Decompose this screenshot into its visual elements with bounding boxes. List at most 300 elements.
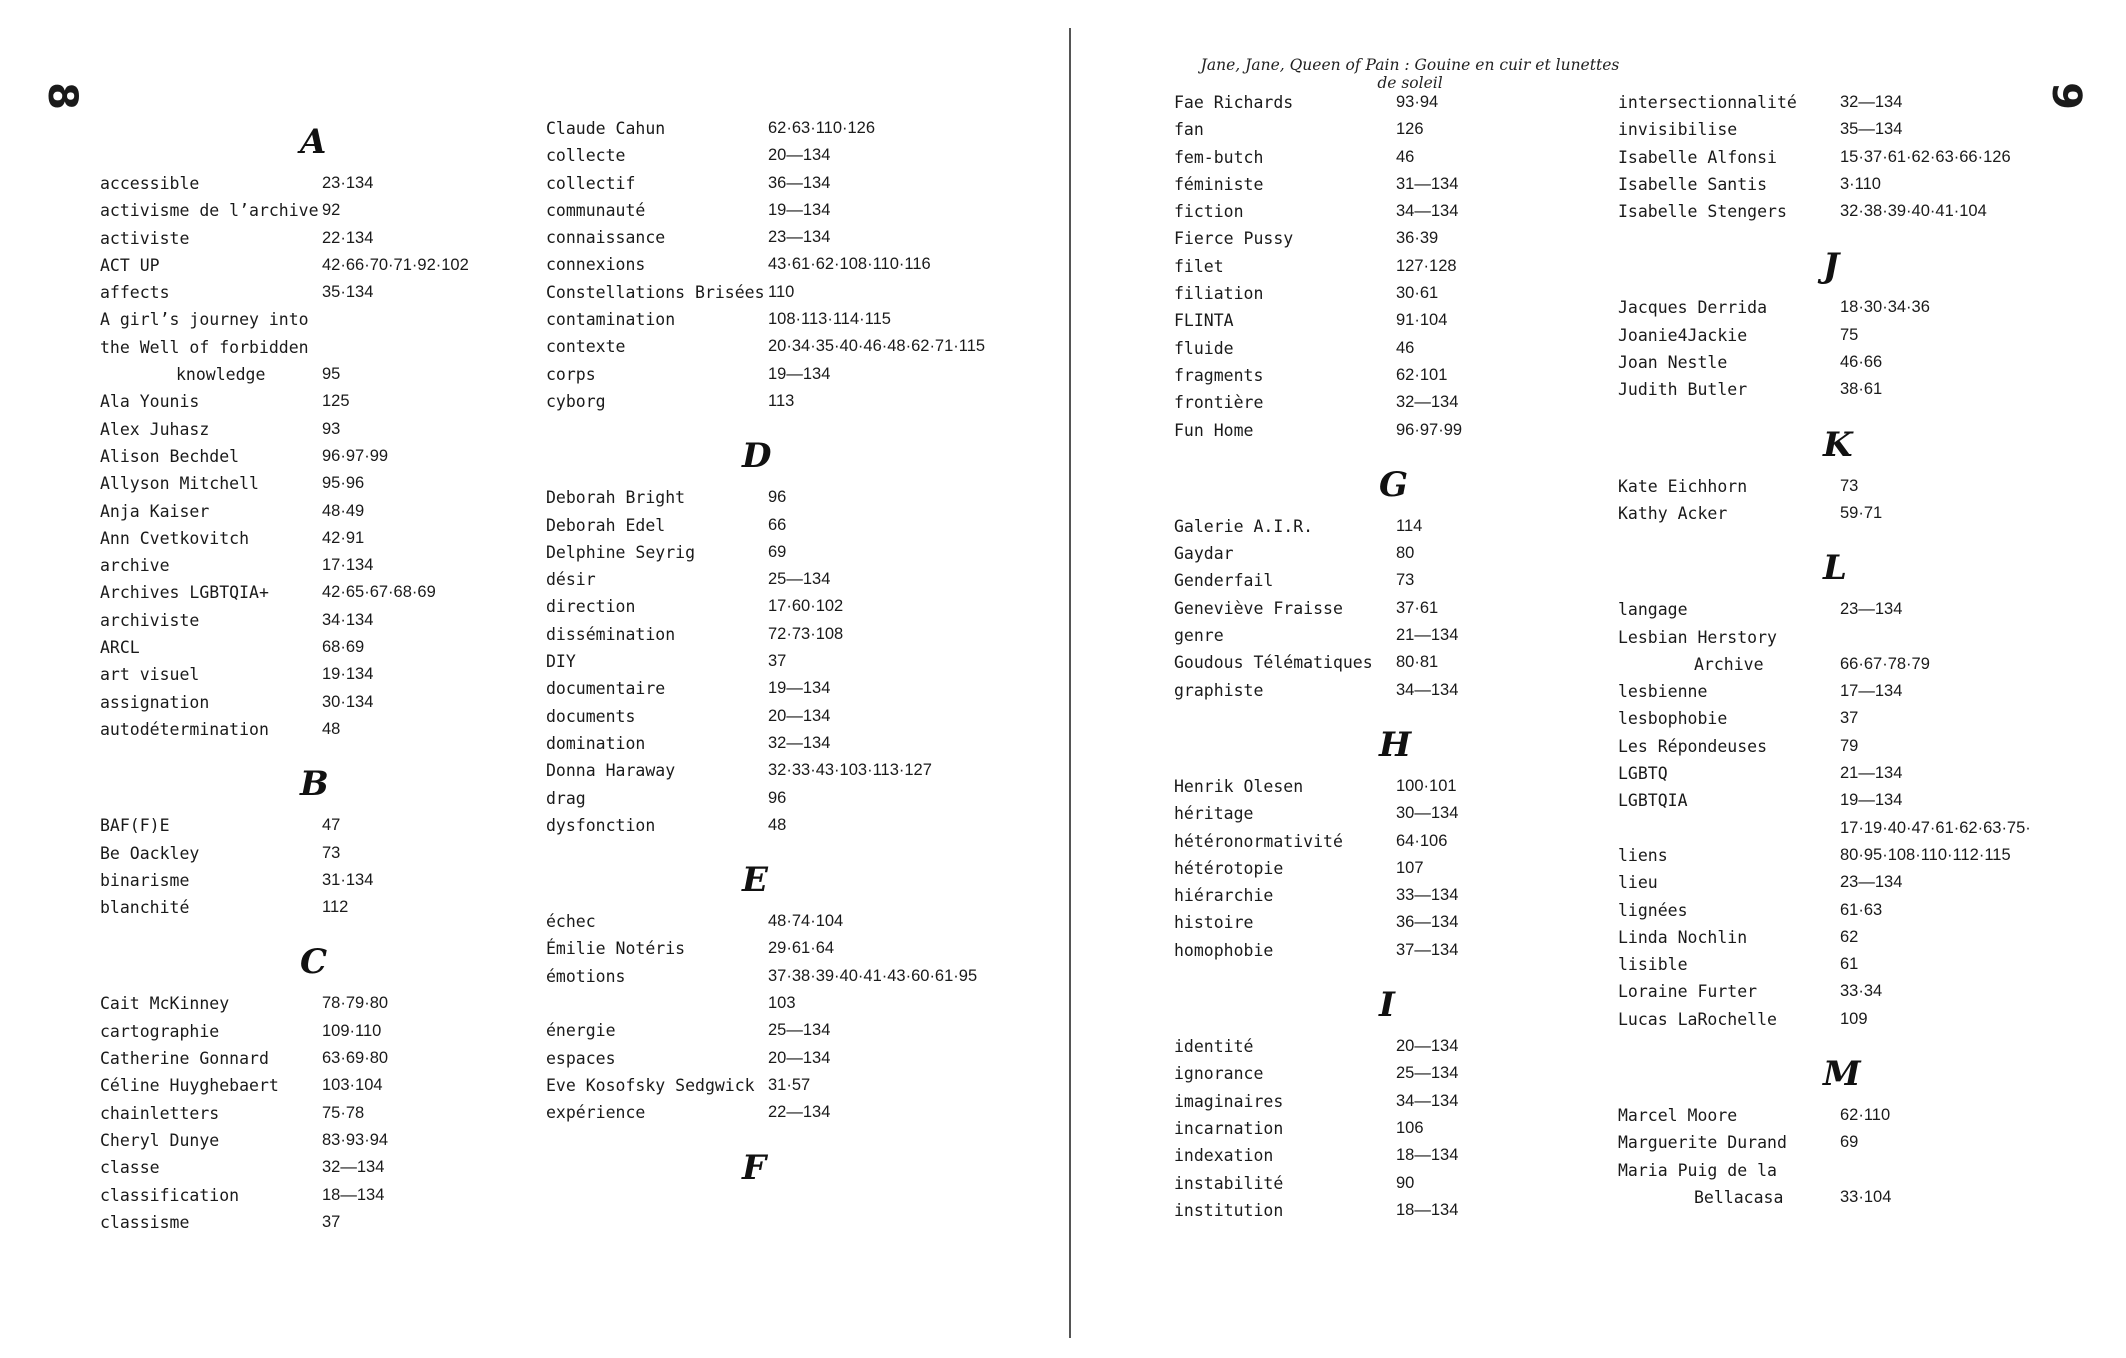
index-entry bbox=[100, 552, 570, 579]
index-entry bbox=[100, 1045, 570, 1072]
right-page-number: 9 bbox=[2042, 82, 2089, 110]
index-term: knowledge bbox=[176, 365, 266, 385]
index-entry bbox=[1174, 171, 1644, 198]
index-term: énergie bbox=[546, 1021, 616, 1041]
index-term: Isabelle Alfonsi bbox=[1618, 147, 1777, 167]
index-entry bbox=[1174, 513, 1644, 540]
index-term: activiste bbox=[100, 228, 190, 248]
index-pages: 25—134 bbox=[768, 570, 831, 589]
index-pages: 126 bbox=[1396, 120, 1424, 139]
index-pages: 18—134 bbox=[1396, 1146, 1459, 1165]
index-term: Delphine Seyrig bbox=[546, 542, 696, 562]
index-entry bbox=[546, 990, 1016, 1017]
index-term: archiviste bbox=[100, 610, 200, 630]
index-pages: 32·38·39·40·41·104 bbox=[1840, 202, 1987, 221]
spine-rule bbox=[1069, 28, 1071, 1338]
index-entry bbox=[546, 963, 1016, 990]
index-pages: 48·49 bbox=[322, 501, 365, 520]
index-term: héritage bbox=[1174, 804, 1254, 824]
index-entry bbox=[1174, 909, 1644, 936]
index-pages: 93·94 bbox=[1396, 93, 1439, 111]
index-pages: 46 bbox=[1396, 147, 1415, 166]
index-entry bbox=[546, 115, 1016, 142]
index-entry bbox=[1618, 624, 2088, 651]
index-term: Genderfail bbox=[1174, 571, 1274, 591]
index-pages: 19—134 bbox=[768, 364, 831, 383]
index-pages: 66·67·78·79 bbox=[1840, 654, 1930, 673]
index-term: fem-butch bbox=[1174, 147, 1264, 167]
index-pages: 69 bbox=[1840, 1133, 1859, 1152]
index-pages: 72·73·108 bbox=[768, 624, 844, 643]
index-entry bbox=[1618, 1184, 2088, 1211]
index-pages: 106 bbox=[1396, 1118, 1424, 1137]
index-pages: 20—134 bbox=[768, 1048, 831, 1067]
index-term: Joanie4Jackie bbox=[1618, 325, 1748, 345]
index-entry bbox=[546, 1045, 1016, 1072]
index-entry bbox=[546, 703, 1016, 730]
index-pages: 62·110 bbox=[1840, 1106, 1891, 1125]
index-pages: 48 bbox=[768, 815, 787, 834]
index-pages: 95 bbox=[322, 365, 341, 384]
index-entry bbox=[1618, 897, 2088, 924]
index-entry bbox=[1174, 855, 1644, 882]
index-pages: 21—134 bbox=[1840, 764, 1903, 783]
index-pages: 109 bbox=[1840, 1009, 1868, 1028]
index-term: blanchité bbox=[100, 898, 190, 918]
index-term: Fierce Pussy bbox=[1174, 229, 1294, 249]
index-pages: 109·110 bbox=[322, 1021, 382, 1040]
index-term: Judith Butler bbox=[1618, 380, 1748, 400]
index-entry bbox=[1618, 1006, 2088, 1033]
index-term: cyborg bbox=[546, 391, 606, 411]
index-pages: 48 bbox=[322, 719, 341, 738]
index-pages: 32—134 bbox=[322, 1158, 385, 1177]
index-entry bbox=[1618, 760, 2088, 787]
index-term: assignation bbox=[100, 692, 210, 712]
index-term: fluide bbox=[1174, 338, 1234, 358]
index-entry bbox=[1618, 1129, 2088, 1156]
index-pages: 93 bbox=[322, 419, 341, 438]
index-entry bbox=[1618, 89, 2088, 116]
index-entry bbox=[1618, 978, 2088, 1005]
index-pages: 47 bbox=[322, 816, 341, 835]
index-term: Bellacasa bbox=[1694, 1187, 1784, 1207]
index-entry bbox=[546, 908, 1016, 935]
index-pages: 38·61 bbox=[1840, 380, 1883, 399]
section-letter-f: F bbox=[742, 1147, 767, 1188]
index-term: Maria Puig de la bbox=[1618, 1160, 1777, 1180]
index-pages: 91·104 bbox=[1396, 311, 1448, 330]
index-term: Deborah Edel bbox=[546, 515, 666, 535]
index-entry bbox=[1174, 335, 1644, 362]
index-entry bbox=[100, 1154, 570, 1181]
index-pages: 42·66·70·71·92·102 bbox=[322, 255, 469, 274]
index-term: A girl’s journey into bbox=[100, 310, 309, 330]
index-pages: 127·128 bbox=[1396, 256, 1457, 275]
index-pages: 96 bbox=[768, 488, 787, 507]
section-letter-b: B bbox=[300, 764, 329, 805]
index-pages: 17·19·40·47·61·62·63·75· bbox=[1840, 818, 2031, 837]
index-term: incarnation bbox=[1174, 1118, 1284, 1138]
index-entry bbox=[100, 812, 570, 839]
index-entry bbox=[1618, 733, 2088, 760]
index-entry bbox=[546, 361, 1016, 388]
index-entry bbox=[100, 579, 570, 606]
index-term: langage bbox=[1618, 600, 1688, 620]
index-term: Archives LGBTQIA+ bbox=[100, 583, 269, 603]
index-term: contexte bbox=[546, 337, 626, 357]
index-entry bbox=[1618, 842, 2088, 869]
running-title: Jane, Jane, Queen of Pain : Gouine en cuir et lunettes de soleil bbox=[1200, 56, 1620, 92]
index-pages: 42·91 bbox=[322, 528, 365, 547]
index-term: lesbienne bbox=[1618, 682, 1708, 702]
index-pages: 78·79·80 bbox=[322, 994, 389, 1013]
index-pages: 36—134 bbox=[768, 173, 831, 192]
index-entry bbox=[1174, 595, 1644, 622]
index-pages: 19—134 bbox=[768, 679, 831, 698]
index-entry bbox=[1618, 924, 2088, 951]
index-entry bbox=[1174, 1060, 1644, 1087]
index-entry bbox=[100, 498, 570, 525]
index-term: Anja Kaiser bbox=[100, 501, 210, 521]
index-entry bbox=[546, 566, 1016, 593]
index-term: hétérotopie bbox=[1174, 858, 1284, 878]
index-column-4 bbox=[1618, 89, 2088, 1211]
index-pages: 3·110 bbox=[1840, 174, 1881, 193]
index-pages: 21—134 bbox=[1396, 626, 1459, 645]
index-pages: 22·134 bbox=[322, 228, 374, 247]
index-entry bbox=[546, 1099, 1016, 1126]
index-entry bbox=[1618, 869, 2088, 896]
index-column-1 bbox=[100, 115, 570, 1236]
index-entry bbox=[546, 757, 1016, 784]
index-pages: 32—134 bbox=[1840, 93, 1903, 111]
index-pages: 18—134 bbox=[1396, 1200, 1459, 1219]
index-term: communauté bbox=[546, 200, 646, 220]
index-pages: 18·30·34·36 bbox=[1840, 298, 1930, 317]
index-term: autodétermination bbox=[100, 719, 269, 739]
index-term: Henrik Olesen bbox=[1174, 776, 1304, 796]
index-term: ARCL bbox=[100, 638, 140, 658]
index-term: homophobie bbox=[1174, 940, 1274, 960]
index-term: Gaydar bbox=[1174, 544, 1234, 564]
index-term: classe bbox=[100, 1158, 160, 1178]
index-term: espaces bbox=[546, 1048, 616, 1068]
index-pages: 23—134 bbox=[768, 228, 831, 247]
index-term: affects bbox=[100, 283, 170, 303]
index-pages: 33·104 bbox=[1840, 1187, 1892, 1206]
index-entry bbox=[1174, 773, 1644, 800]
index-term: intersectionnalité bbox=[1618, 93, 1797, 112]
index-term: Linda Nochlin bbox=[1618, 927, 1748, 947]
index-pages: 42·65·67·68·69 bbox=[322, 583, 436, 602]
index-pages: 125 bbox=[322, 392, 350, 411]
index-pages: 64·106 bbox=[1396, 831, 1448, 850]
index-term: collecte bbox=[546, 146, 626, 166]
index-entry bbox=[1618, 294, 2088, 321]
index-entry bbox=[546, 333, 1016, 360]
index-pages: 29·61·64 bbox=[768, 939, 835, 958]
index-term: lignées bbox=[1618, 900, 1688, 920]
index-term: dysfonction bbox=[546, 815, 656, 835]
index-entry bbox=[100, 306, 570, 333]
index-pages: 75 bbox=[1840, 325, 1859, 344]
index-pages: 18—134 bbox=[322, 1185, 385, 1204]
index-pages: 68·69 bbox=[322, 638, 365, 657]
index-entry bbox=[1618, 144, 2088, 171]
index-term: LGBTQIA bbox=[1618, 791, 1688, 811]
index-pages: 62·101 bbox=[1396, 365, 1448, 384]
index-term: ignorance bbox=[1174, 1064, 1264, 1084]
index-term: Les Répondeuses bbox=[1618, 736, 1768, 756]
index-entry bbox=[1618, 951, 2088, 978]
index-pages: 23·134 bbox=[322, 174, 374, 192]
index-entry bbox=[100, 1018, 570, 1045]
index-term: drag bbox=[546, 788, 586, 808]
index-entry bbox=[1174, 389, 1644, 416]
index-entry bbox=[1618, 116, 2088, 143]
index-entry bbox=[1174, 253, 1644, 280]
index-term: Lesbian Herstory bbox=[1618, 627, 1777, 647]
left-page-number: 8 bbox=[38, 82, 85, 110]
index-pages: 20—134 bbox=[1396, 1037, 1459, 1056]
index-entry bbox=[100, 252, 570, 279]
index-term: connaissance bbox=[546, 228, 666, 248]
index-term: Émilie Notéris bbox=[546, 939, 686, 959]
index-entry bbox=[1618, 349, 2088, 376]
index-term: Alison Bechdel bbox=[100, 446, 240, 466]
index-pages: 36·39 bbox=[1396, 229, 1439, 248]
index-entry bbox=[1618, 651, 2088, 678]
index-term: domination bbox=[546, 733, 646, 753]
index-entry bbox=[1618, 1102, 2088, 1129]
index-term: invisibilise bbox=[1618, 120, 1738, 140]
index-term: frontière bbox=[1174, 393, 1264, 413]
index-pages: 113 bbox=[768, 391, 795, 410]
index-entry bbox=[100, 661, 570, 688]
index-pages: 69 bbox=[768, 542, 787, 561]
index-entry bbox=[1174, 116, 1644, 143]
index-pages: 114 bbox=[1396, 516, 1423, 535]
index-entry bbox=[100, 334, 570, 361]
index-entry bbox=[546, 170, 1016, 197]
index-term: Fae Richards bbox=[1174, 93, 1294, 112]
index-pages: 73 bbox=[1396, 571, 1415, 590]
index-pages: 100·101 bbox=[1396, 776, 1457, 795]
index-entry bbox=[546, 279, 1016, 306]
index-pages: 36—134 bbox=[1396, 913, 1459, 932]
section-letter-i: I bbox=[1379, 985, 1395, 1026]
index-pages: 46·66 bbox=[1840, 353, 1883, 372]
index-pages: 17—134 bbox=[1840, 682, 1903, 701]
index-entry bbox=[100, 525, 570, 552]
index-term: Alex Juhasz bbox=[100, 419, 210, 439]
index-term: Be Oackley bbox=[100, 843, 200, 863]
index-pages: 79 bbox=[1840, 736, 1859, 755]
index-pages: 34—134 bbox=[1396, 680, 1459, 699]
index-pages: 92 bbox=[322, 201, 341, 220]
index-term: indexation bbox=[1174, 1146, 1274, 1166]
index-entry bbox=[546, 539, 1016, 566]
index-term: Geneviève Fraisse bbox=[1174, 598, 1343, 618]
index-term: identité bbox=[1174, 1037, 1254, 1057]
index-term: hiérarchie bbox=[1174, 886, 1274, 906]
index-term: fan bbox=[1174, 120, 1204, 140]
index-pages: 108·113·114·115 bbox=[768, 310, 891, 329]
index-entry bbox=[100, 470, 570, 497]
index-entry bbox=[1174, 622, 1644, 649]
index-pages: 20—134 bbox=[768, 706, 831, 725]
index-term: classification bbox=[100, 1185, 240, 1205]
index-entry bbox=[1618, 376, 2088, 403]
index-pages: 73 bbox=[1840, 476, 1859, 495]
index-entry bbox=[100, 416, 570, 443]
index-term: instabilité bbox=[1174, 1173, 1284, 1193]
index-pages: 73 bbox=[322, 843, 341, 862]
index-term: Claude Cahun bbox=[546, 119, 666, 138]
index-pages: 103 bbox=[768, 994, 796, 1013]
index-term: Eve Kosofsky Sedgwick bbox=[546, 1075, 755, 1095]
index-term: Jacques Derrida bbox=[1618, 298, 1768, 318]
index-pages: 37—134 bbox=[1396, 940, 1459, 959]
index-entry bbox=[100, 840, 570, 867]
index-entry bbox=[1174, 649, 1644, 676]
index-pages: 61 bbox=[1840, 955, 1859, 974]
index-pages: 34—134 bbox=[1396, 1091, 1459, 1110]
index-pages: 23—134 bbox=[1840, 873, 1903, 892]
index-term: dissémination bbox=[546, 624, 676, 644]
index-pages: 103·104 bbox=[322, 1076, 383, 1095]
index-term: institution bbox=[1174, 1200, 1284, 1220]
index-entry bbox=[546, 1072, 1016, 1099]
index-entry bbox=[100, 1072, 570, 1099]
index-entry bbox=[1174, 307, 1644, 334]
index-entry bbox=[1174, 1170, 1644, 1197]
index-entry bbox=[546, 935, 1016, 962]
index-term: Loraine Furter bbox=[1618, 982, 1758, 1002]
index-entry bbox=[100, 634, 570, 661]
index-term: lieu bbox=[1618, 873, 1658, 893]
section-letter-h: H bbox=[1379, 724, 1412, 765]
index-entry bbox=[100, 894, 570, 921]
index-entry bbox=[1174, 540, 1644, 567]
index-term: Ala Younis bbox=[100, 392, 200, 412]
index-entry bbox=[1174, 1197, 1644, 1224]
index-term: Archive bbox=[1694, 654, 1764, 674]
index-pages: 95·96 bbox=[322, 474, 365, 493]
index-pages: 25—134 bbox=[1396, 1064, 1459, 1083]
index-pages: 46 bbox=[1396, 338, 1415, 357]
index-pages: 22—134 bbox=[768, 1103, 831, 1122]
index-entry bbox=[1174, 144, 1644, 171]
index-entry bbox=[1618, 787, 2088, 814]
index-term: contamination bbox=[546, 310, 676, 330]
index-pages: 80 bbox=[1396, 544, 1415, 563]
index-pages: 23—134 bbox=[1840, 600, 1903, 619]
index-pages: 31·134 bbox=[322, 870, 374, 889]
index-entry bbox=[1618, 705, 2088, 732]
index-term: Lucas LaRochelle bbox=[1618, 1009, 1777, 1029]
index-term: Marcel Moore bbox=[1618, 1106, 1738, 1126]
index-entry bbox=[546, 306, 1016, 333]
section-letter-j: J bbox=[1823, 246, 1840, 287]
index-pages: 19—134 bbox=[1840, 791, 1903, 810]
index-term: Constellations Brisées bbox=[546, 282, 765, 302]
index-pages: 31·57 bbox=[768, 1075, 811, 1094]
index-term: Donna Haraway bbox=[546, 761, 676, 781]
index-entry bbox=[1174, 362, 1644, 389]
index-term: the Well of forbidden bbox=[100, 337, 309, 357]
index-entry bbox=[1174, 800, 1644, 827]
index-entry bbox=[100, 361, 570, 388]
index-term: activisme de l’archive bbox=[100, 201, 319, 221]
index-entry bbox=[100, 197, 570, 224]
index-term: fragments bbox=[1174, 365, 1264, 385]
index-pages: 30·134 bbox=[322, 692, 374, 711]
index-entry bbox=[1174, 280, 1644, 307]
index-pages: 37 bbox=[1840, 709, 1859, 728]
index-term: Allyson Mitchell bbox=[100, 474, 259, 494]
index-term: expérience bbox=[546, 1103, 646, 1123]
index-term: archive bbox=[100, 556, 170, 576]
index-entry bbox=[546, 785, 1016, 812]
index-entry bbox=[546, 484, 1016, 511]
index-pages: 96 bbox=[768, 788, 787, 807]
index-pages: 112 bbox=[322, 898, 349, 917]
index-term: Cait McKinney bbox=[100, 994, 230, 1014]
index-entry bbox=[546, 1017, 1016, 1044]
index-pages: 20—134 bbox=[768, 146, 831, 165]
index-entry bbox=[1174, 567, 1644, 594]
index-term: filiation bbox=[1174, 284, 1264, 304]
index-entry bbox=[546, 621, 1016, 648]
index-pages: 110 bbox=[768, 282, 795, 301]
index-term: accessible bbox=[100, 174, 200, 193]
index-entry bbox=[100, 867, 570, 894]
section-letter-m: M bbox=[1823, 1054, 1861, 1095]
index-pages: 96·97·99 bbox=[1396, 420, 1463, 439]
index-entry bbox=[1174, 198, 1644, 225]
index-term: FLINTA bbox=[1174, 311, 1234, 331]
index-pages: 17·134 bbox=[322, 556, 374, 575]
index-pages: 48·74·104 bbox=[768, 912, 844, 931]
index-entry bbox=[1174, 1115, 1644, 1142]
section-letter-c: C bbox=[300, 942, 328, 983]
index-entry bbox=[546, 675, 1016, 702]
index-pages: 37·61 bbox=[1396, 598, 1439, 617]
index-pages: 20·34·35·40·46·48·62·71·115 bbox=[768, 337, 986, 356]
index-entry bbox=[546, 224, 1016, 251]
index-term: filet bbox=[1174, 256, 1224, 276]
index-term: corps bbox=[546, 364, 596, 384]
index-term: cartographie bbox=[100, 1021, 220, 1041]
index-entry bbox=[1174, 828, 1644, 855]
index-entry bbox=[546, 648, 1016, 675]
section-letter-a: A bbox=[300, 122, 327, 162]
index-entry bbox=[1174, 89, 1644, 116]
index-entry bbox=[100, 1182, 570, 1209]
index-entry bbox=[546, 197, 1016, 224]
index-term: DIY bbox=[546, 652, 576, 672]
index-pages: 80·81 bbox=[1396, 653, 1439, 672]
index-pages: 33—134 bbox=[1396, 886, 1459, 905]
index-pages: 35—134 bbox=[1840, 120, 1903, 139]
index-pages: 32·33·43·103·113·127 bbox=[768, 761, 932, 780]
section-letter-e: E bbox=[742, 860, 768, 901]
index-entry bbox=[100, 279, 570, 306]
index-term: Joan Nestle bbox=[1618, 353, 1728, 373]
index-term: collectif bbox=[546, 173, 636, 193]
